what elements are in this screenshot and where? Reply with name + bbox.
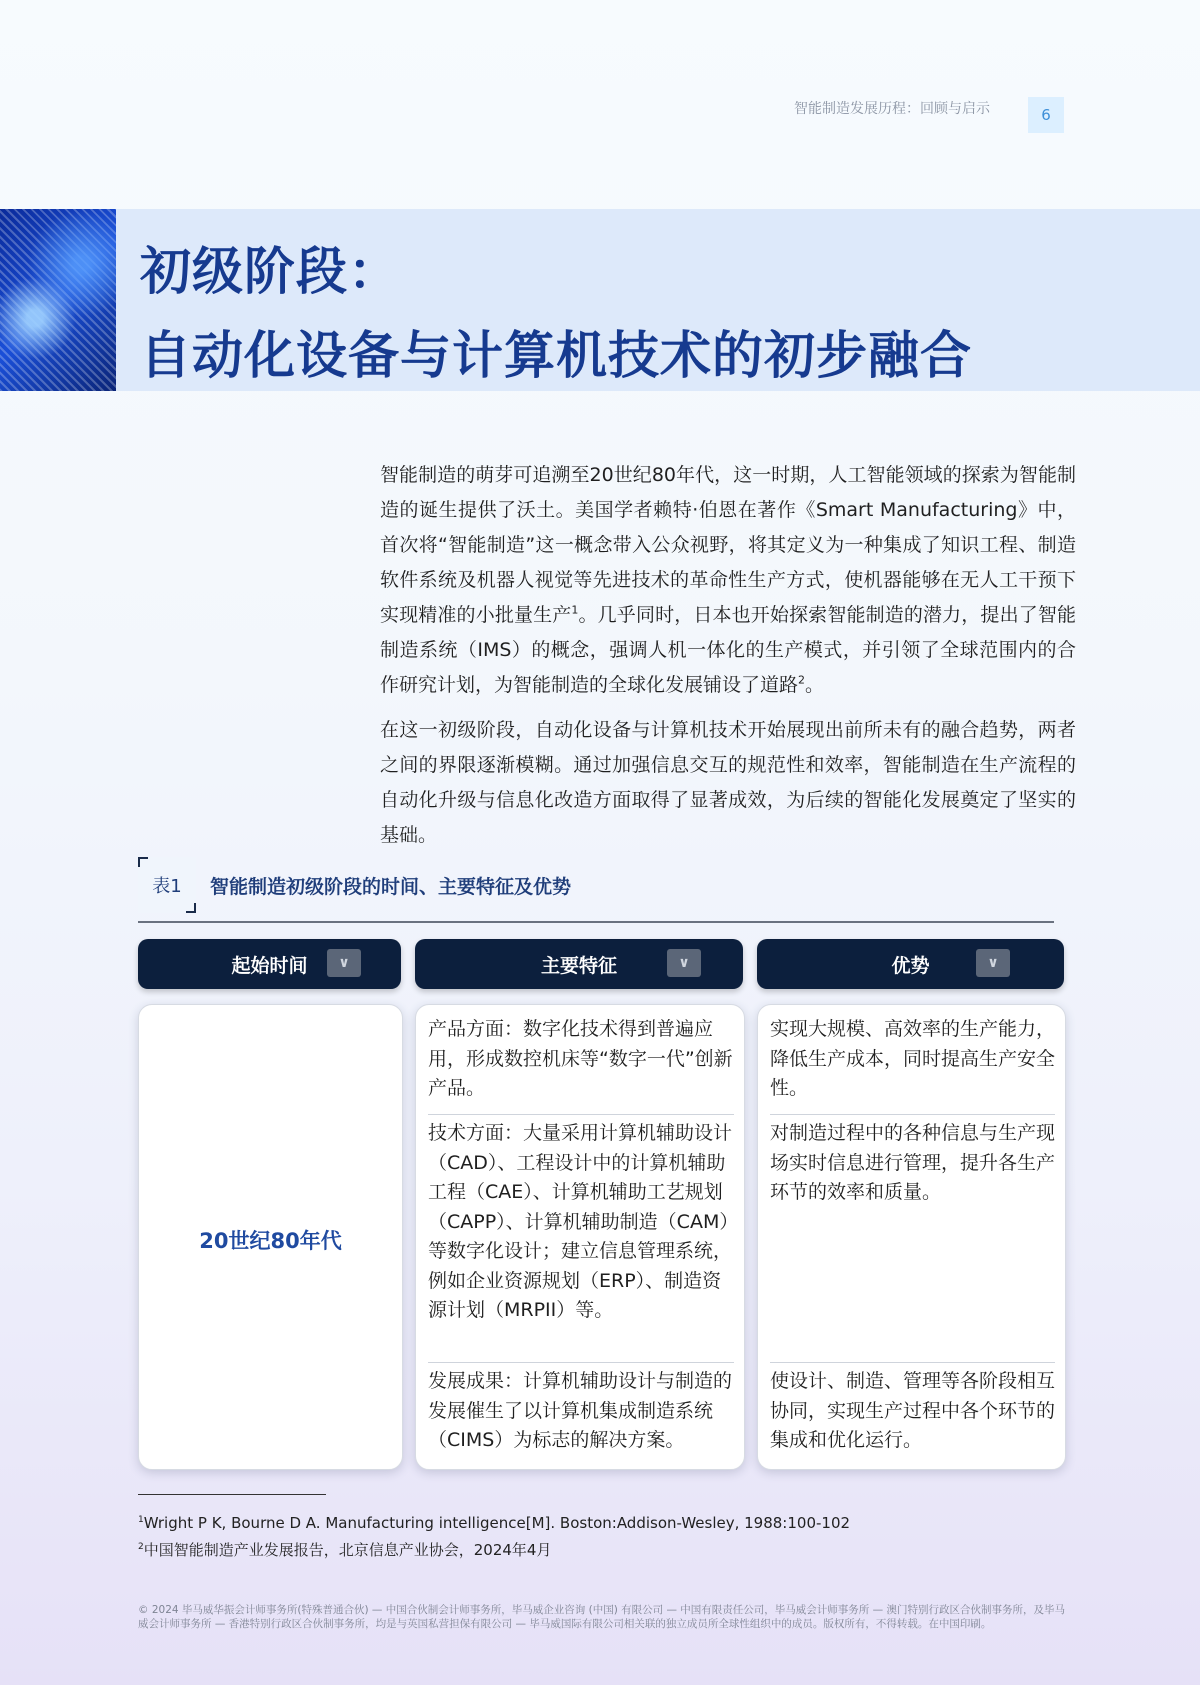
footnote-1-number: 1	[138, 1515, 144, 1525]
paragraph-1	[380, 458, 1076, 703]
body-text	[380, 458, 1076, 863]
cell-time	[138, 1004, 403, 1470]
advantage-divider-1	[770, 1114, 1055, 1115]
advantage-divider-2	[770, 1362, 1055, 1363]
footnote-ref-2: 2	[798, 673, 806, 687]
caption-divider	[138, 921, 1054, 923]
section-banner	[0, 209, 1200, 391]
chevron-down-icon[interactable]: ∨	[667, 949, 701, 977]
footnote-1-text: Wright P K, Bourne D A. Manufacturing intelligence[M]. Boston:Addison-Wesley, 1988:100-102	[143, 1514, 851, 1532]
advantage-2: 对制造过程中的各种信息与生产现场实时信息进行管理，提升各生产环节的效率和质量。	[770, 1122, 1056, 1203]
column-header-advantages[interactable]	[757, 939, 1064, 989]
feature-product: 产品方面：数字化技术得到普遍应用，形成数控机床等“数字一代”创新产品。	[428, 1018, 733, 1099]
running-header: 智能制造发展历程：回顾与启示	[794, 101, 990, 117]
footnote-2	[138, 1539, 551, 1560]
column-header-advantages-label: 优势	[891, 954, 930, 977]
paragraph-1-part-2: 。几乎同时，日本也开始探索智能制造的潜力，提出了智能制造系统（IMS）的概念，强调人机一体化的生产模式，并引领了全球范围内的合作研究计划，为智能制造的全球化发展铺设了道路	[380, 604, 1076, 696]
feature-divider-2	[428, 1362, 734, 1363]
column-header-features-label: 主要特征	[540, 954, 617, 977]
table-tag: 表1	[138, 857, 196, 913]
copyright-notice: © 2024 毕马威华振会计师事务所(特殊普通合伙) — 中国合伙制会计师事务所，毕马威企业咨询 (中国) 有限公司 — 中国有限责任公司，毕马威会计师事务所 — 澳门特别行政区合伙制事务所，及毕马威会计师事务所 — 香港特别行政区合伙制事务所，均是与英国私营担保有限公司 — 毕马威国际有限公司相关联的独立成员所全球性组织中的成员。版权所有，不得转载。在中国印刷。	[138, 1604, 1065, 1630]
chevron-down-icon[interactable]: ∨	[327, 949, 361, 977]
paragraph-2: 在这一初级阶段，自动化设备与计算机技术开始展现出前所未有的融合趋势，两者之间的界限逐渐模糊。通过加强信息交互的规范性和效率，智能制造在生产流程的自动化升级与信息化改造方面取得了显著成效，为后续的智能化发展奠定了坚实的基础。	[380, 719, 1076, 846]
column-header-time-label: 起始时间	[231, 954, 308, 977]
table-caption-text: 智能制造初级阶段的时间、主要特征及优势	[210, 875, 572, 898]
cell-features	[415, 1004, 745, 1470]
footnote-ref-1: 1	[571, 603, 579, 617]
section-title	[140, 231, 972, 399]
column-header-time[interactable]	[138, 939, 401, 989]
chevron-down-icon[interactable]: ∨	[976, 949, 1010, 977]
footnote-2-text: 中国智能制造产业发展报告，北京信息产业协会，2024年4月	[143, 1541, 552, 1559]
feature-technology: 技术方面：大量采用计算机辅助设计（CAD）、工程设计中的计算机辅助工程（CAE）、计算机辅助工艺规划（CAPP）、计算机辅助制造（CAM）等数字化设计；建立信息管理系统，例如企业资源规划（ERP）、制造资源计划（MRPII）等。	[428, 1122, 733, 1321]
column-header-features[interactable]	[415, 939, 743, 989]
advantage-3: 使设计、制造、管理等各阶段相互协同，实现生产过程中各个环节的集成和优化运行。	[770, 1370, 1056, 1451]
paragraph-1-part-3: 。	[805, 674, 825, 696]
feature-outcome: 发展成果：计算机辅助设计与制造的发展催生了以计算机集成制造系统（CIMS）为标志的解决方案。	[428, 1370, 733, 1451]
footnote-2-number: 2	[138, 1542, 144, 1552]
page-number: 6	[1028, 97, 1064, 133]
title-line-2: 自动化设备与计算机技术的初步融合	[140, 327, 973, 386]
title-line-1: 初级阶段：	[140, 243, 401, 302]
time-label: 20世纪80年代	[199, 1229, 342, 1253]
paragraph-1-part-1: 智能制造的萌芽可追溯至20世纪80年代，这一时期，人工智能领域的探索为智能制造的诞生提供了沃土。美国学者赖特·伯恩在著作《Smart Manufacturing》中，首次将“智能制造”这一概念带入公众视野，将其定义为一种集成了知识工程、制造软件系统及机器人视觉等先进技术的革命性生产方式，使机器能够在无人工干预下实现精准的小批量生产	[380, 464, 1076, 626]
footnote-1	[138, 1514, 850, 1532]
cell-advantages	[757, 1004, 1066, 1470]
feature-divider-1	[428, 1114, 734, 1115]
table-caption	[138, 855, 571, 915]
advantage-1: 实现大规模、高效率的生产能力，降低生产成本，同时提高生产安全性。	[770, 1018, 1056, 1099]
footnote-divider	[138, 1494, 326, 1495]
banner-image	[0, 209, 116, 391]
